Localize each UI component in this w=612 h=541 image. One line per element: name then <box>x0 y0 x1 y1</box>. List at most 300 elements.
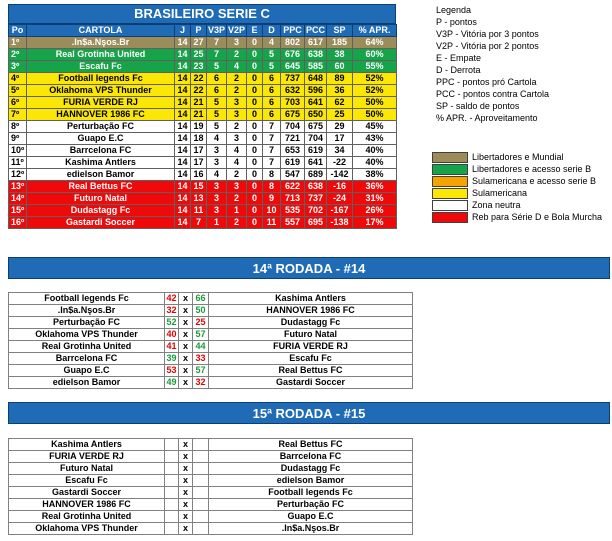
standings-cell-v2p: 4 <box>227 61 247 73</box>
standings-cell-d: 6 <box>263 97 281 109</box>
standings-cell-pos: 13º <box>9 181 27 193</box>
standings-cell-j: 14 <box>175 37 191 49</box>
standings-cell-ppc: 675 <box>281 109 305 121</box>
match-row <box>9 329 413 341</box>
home-score: 39 <box>166 353 177 363</box>
standings-cell-pcc: 737 <box>305 193 327 205</box>
legend-swatch <box>432 212 468 223</box>
home-score <box>165 499 179 511</box>
standings-header-0: Po <box>9 25 27 37</box>
standings-cell-pos: 15º <box>9 205 27 217</box>
standings-cell-ppc: 653 <box>281 145 305 157</box>
standings-cell-e: 0 <box>247 97 263 109</box>
home-team: Real Grotinha United <box>9 341 165 353</box>
standings-cell-pcc: 704 <box>305 133 327 145</box>
home-team: Real Grotinha United <box>9 511 165 523</box>
standings-cell-apr: 40% <box>353 157 397 169</box>
standings-cell-j: 14 <box>175 133 191 145</box>
standings-cell-pos: 6º <box>9 97 27 109</box>
versus-separator: x <box>179 511 193 523</box>
standings-cell-p: 16 <box>191 169 207 181</box>
standings-header-7: D <box>263 25 281 37</box>
standings-cell-team: Kashima Antlers <box>27 157 175 169</box>
legend-colors <box>432 151 610 223</box>
standings-cell-e: 0 <box>247 181 263 193</box>
standings-cell-apr: 64% <box>353 37 397 49</box>
standings-cell-apr: 40% <box>353 145 397 157</box>
standings-cell-v3p: 1 <box>207 217 227 229</box>
standings-cell-d: 5 <box>263 49 281 61</box>
standings-cell-v2p: 3 <box>227 37 247 49</box>
standings-cell-pcc: 648 <box>305 73 327 85</box>
standings-cell-v2p: 3 <box>227 181 247 193</box>
standings-header-6: E <box>247 25 263 37</box>
standings-cell-j: 14 <box>175 193 191 205</box>
standings-cell-pos: 7º <box>9 109 27 121</box>
standings-cell-j: 14 <box>175 169 191 181</box>
standings-row <box>9 85 397 97</box>
standings-cell-v2p: 2 <box>227 73 247 85</box>
standings-cell-apr: 50% <box>353 97 397 109</box>
legend-line: % APR. - Aproveitamento <box>436 113 538 123</box>
standings-cell-pos: 14º <box>9 193 27 205</box>
standings-cell-team: Escafu Fc <box>27 61 175 73</box>
standings-cell-j: 14 <box>175 109 191 121</box>
round-15-title: 15ª RODADA - #15 <box>8 402 610 424</box>
standings-cell-v3p: 5 <box>207 97 227 109</box>
standings-cell-e: 0 <box>247 193 263 205</box>
standings-cell-team: Real Grotinha United <box>27 49 175 61</box>
standings-cell-e: 0 <box>247 169 263 181</box>
legend-color-row <box>432 199 610 211</box>
standings-cell-apr: 55% <box>353 61 397 73</box>
away-score: 50 <box>193 305 209 317</box>
standings-cell-p: 15 <box>191 181 207 193</box>
standings-cell-e: 0 <box>247 205 263 217</box>
home-team: Guapo E.C <box>9 365 165 377</box>
away-team: edielson Bamor <box>209 475 413 487</box>
standings-cell-v2p: 2 <box>227 169 247 181</box>
home-score <box>165 511 179 523</box>
standings-cell-p: 17 <box>191 145 207 157</box>
standings-cell-pcc: 641 <box>305 157 327 169</box>
legend-swatch <box>432 176 468 187</box>
standings-cell-d: 5 <box>263 61 281 73</box>
standings-cell-sp: 17 <box>327 133 353 145</box>
standings-cell-team: Oklahoma VPS Thunder <box>27 85 175 97</box>
versus-separator: x <box>179 499 193 511</box>
away-score <box>193 451 209 463</box>
standings-cell-apr: 38% <box>353 169 397 181</box>
match-row <box>9 463 413 475</box>
standings-panel <box>8 4 396 229</box>
standings-cell-j: 14 <box>175 85 191 97</box>
standings-cell-d: 7 <box>263 133 281 145</box>
standings-cell-v3p: 3 <box>207 205 227 217</box>
away-score <box>193 475 209 487</box>
match-row <box>9 317 413 329</box>
standings-cell-pcc: 641 <box>305 97 327 109</box>
versus-separator: x <box>179 377 193 389</box>
home-team: .In$a.Nşos.Br <box>9 305 165 317</box>
standings-cell-v2p: 4 <box>227 145 247 157</box>
standings-row <box>9 61 397 73</box>
legend-swatch <box>432 188 468 199</box>
standings-cell-p: 23 <box>191 61 207 73</box>
standings-cell-pos: 3º <box>9 61 27 73</box>
standings-cell-apr: 26% <box>353 205 397 217</box>
standings-cell-j: 14 <box>175 181 191 193</box>
standings-header-5: V2P <box>227 25 245 35</box>
away-score: 32 <box>193 377 209 389</box>
versus-separator: x <box>179 475 193 487</box>
standings-cell-j: 14 <box>175 205 191 217</box>
standings-cell-pos: 8º <box>9 121 27 133</box>
standings-cell-v3p: 7 <box>207 49 227 61</box>
standings-cell-d: 4 <box>263 37 281 49</box>
away-score <box>193 511 209 523</box>
standings-cell-j: 14 <box>175 145 191 157</box>
standings-cell-v3p: 3 <box>207 145 227 157</box>
away-score: 66 <box>193 293 209 305</box>
standings-cell-p: 13 <box>191 193 207 205</box>
standings-cell-apr: 50% <box>353 109 397 121</box>
home-score <box>165 451 179 463</box>
standings-row <box>9 169 397 181</box>
legend-line: Legenda <box>436 5 472 15</box>
standings-cell-d: 7 <box>263 121 281 133</box>
standings-cell-ppc: 737 <box>281 73 305 85</box>
match-row <box>9 377 413 389</box>
standings-cell-v3p: 5 <box>207 109 227 121</box>
standings-cell-p: 22 <box>191 73 207 85</box>
home-team: Gastardi Soccer <box>9 487 165 499</box>
legend-color-label: Reb para Série D e Bola Murcha <box>472 212 603 222</box>
round-14-table <box>8 292 413 389</box>
versus-separator: x <box>179 293 193 305</box>
standings-header-1: CARTOLA <box>27 25 175 37</box>
legend-line: SP - saldo de pontos <box>436 101 520 111</box>
versus-separator: x <box>179 463 193 475</box>
legend-color-row <box>432 175 610 187</box>
standings-cell-pos: 9º <box>9 133 27 145</box>
standings-cell-team: Dudastagg Fc <box>27 205 175 217</box>
standings-cell-p: 27 <box>191 37 207 49</box>
standings-cell-d: 6 <box>263 85 281 97</box>
standings-cell-pos: 12º <box>9 169 27 181</box>
away-team: Futuro Natal <box>209 329 413 341</box>
legend-line: P - pontos <box>436 17 477 27</box>
versus-separator: x <box>179 439 193 451</box>
standings-cell-p: 7 <box>191 217 207 229</box>
standings-cell-d: 9 <box>263 193 281 205</box>
away-team: Escafu Fc <box>209 353 413 365</box>
standings-cell-e: 0 <box>247 49 263 61</box>
standings-cell-sp: 36 <box>327 85 353 97</box>
match-row <box>9 353 413 365</box>
away-score: 44 <box>193 341 209 353</box>
away-score: 25 <box>193 317 209 329</box>
standings-cell-v3p: 3 <box>207 157 227 169</box>
standings-row <box>9 145 397 157</box>
standings-cell-ppc: 535 <box>281 205 305 217</box>
standings-header-8: PPC <box>281 25 305 37</box>
standings-cell-v3p: 4 <box>207 133 227 145</box>
standings-cell-sp: 89 <box>327 73 353 85</box>
standings-cell-ppc: 703 <box>281 97 305 109</box>
legend-line: V2P - Vitória por 2 pontos <box>436 41 539 51</box>
home-score <box>165 463 179 475</box>
standings-row <box>9 73 397 85</box>
standings-cell-apr: 43% <box>353 133 397 145</box>
standings-cell-sp: 62 <box>327 97 353 109</box>
standings-cell-v2p: 4 <box>227 157 247 169</box>
legend-swatch <box>432 164 468 175</box>
standings-cell-ppc: 802 <box>281 37 305 49</box>
standings-cell-v3p: 3 <box>207 181 227 193</box>
standings-cell-j: 14 <box>175 217 191 229</box>
standings-cell-v3p: 3 <box>207 193 227 205</box>
legend-color-row <box>432 163 610 175</box>
match-row <box>9 487 413 499</box>
standings-cell-e: 0 <box>247 85 263 97</box>
standings-cell-d: 7 <box>263 157 281 169</box>
versus-separator: x <box>179 353 193 365</box>
home-team: Oklahoma VPS Thunder <box>9 329 165 341</box>
standings-cell-apr: 45% <box>353 121 397 133</box>
standings-cell-j: 14 <box>175 73 191 85</box>
standings-header-2: J <box>175 25 191 37</box>
legend-color-label: Zona neutra <box>472 200 521 210</box>
legend-color-label: Sulamericana e acesso serie B <box>472 176 597 186</box>
away-team: Perturbação FC <box>209 499 413 511</box>
standings-title: BRASILEIRO SERIE C <box>8 4 396 24</box>
standings-row <box>9 133 397 145</box>
standings-cell-sp: -24 <box>327 193 353 205</box>
away-team: Guapo E.C <box>209 511 413 523</box>
standings-cell-pcc: 689 <box>305 169 327 181</box>
standings-cell-pos: 1º <box>9 37 27 49</box>
standings-cell-ppc: 704 <box>281 121 305 133</box>
standings-header-3: P <box>191 25 207 37</box>
standings-cell-ppc: 676 <box>281 49 305 61</box>
round-15-table <box>8 438 413 535</box>
standings-cell-v2p: 2 <box>227 49 247 61</box>
versus-separator: x <box>179 329 193 341</box>
standings-cell-team: Gastardi Soccer <box>27 217 175 229</box>
standings-cell-d: 11 <box>263 217 281 229</box>
legend-color-row <box>432 151 610 163</box>
away-score <box>193 499 209 511</box>
away-team: FURIA VERDE RJ <box>209 341 413 353</box>
home-score <box>165 475 179 487</box>
versus-separator: x <box>179 317 193 329</box>
away-team: Real Bettus FC <box>209 365 413 377</box>
standings-cell-v3p: 6 <box>207 73 227 85</box>
legend-line: V3P - Vitória por 3 pontos <box>436 29 539 39</box>
standings-cell-pos: 11º <box>9 157 27 169</box>
standings-cell-v2p: 1 <box>227 205 247 217</box>
standings-cell-v3p: 7 <box>207 37 227 49</box>
away-score: 57 <box>193 365 209 377</box>
home-score: 32 <box>166 305 177 315</box>
standings-cell-p: 25 <box>191 49 207 61</box>
standings-cell-pcc: 596 <box>305 85 327 97</box>
legend-line: D - Derrota <box>436 65 481 75</box>
standings-cell-sp: -167 <box>327 205 353 217</box>
versus-separator: x <box>179 451 193 463</box>
standings-cell-apr: 31% <box>353 193 397 205</box>
standings-cell-sp: 60 <box>327 61 353 73</box>
standings-cell-pos: 10º <box>9 145 27 157</box>
standings-cell-sp: 29 <box>327 121 353 133</box>
legend-text <box>436 4 612 124</box>
standings-cell-d: 8 <box>263 181 281 193</box>
standings-cell-v3p: 6 <box>207 85 227 97</box>
match-row <box>9 451 413 463</box>
home-team: FURIA VERDE RJ <box>9 451 165 463</box>
standings-cell-team: HANNOVER 1986 FC <box>27 109 175 121</box>
standings-cell-ppc: 557 <box>281 217 305 229</box>
home-team: edielson Bamor <box>9 377 165 389</box>
standings-header-10: SP <box>327 25 353 37</box>
home-score <box>165 523 179 535</box>
standings-row <box>9 109 397 121</box>
away-score <box>193 487 209 499</box>
standings-cell-d: 8 <box>263 169 281 181</box>
match-row <box>9 523 413 535</box>
standings-cell-apr: 17% <box>353 217 397 229</box>
away-team: Barrcelona FC <box>209 451 413 463</box>
legend-color-label: Libertadores e Mundial <box>472 152 564 162</box>
standings-cell-apr: 52% <box>353 85 397 97</box>
standings-table <box>8 24 397 229</box>
standings-cell-ppc: 622 <box>281 181 305 193</box>
standings-cell-team: Barrcelona FC <box>27 145 175 157</box>
standings-cell-sp: -138 <box>327 217 353 229</box>
standings-cell-p: 21 <box>191 109 207 121</box>
home-score: 40 <box>166 329 177 339</box>
away-score <box>193 523 209 535</box>
away-team: Real Bettus FC <box>209 439 413 451</box>
standings-row <box>9 121 397 133</box>
standings-cell-ppc: 632 <box>281 85 305 97</box>
legend-line: PCC - pontos contra Cartola <box>436 89 550 99</box>
standings-cell-e: 0 <box>247 121 263 133</box>
standings-cell-pos: 5º <box>9 85 27 97</box>
home-team: Perturbação FC <box>9 317 165 329</box>
standings-row <box>9 157 397 169</box>
standings-cell-p: 11 <box>191 205 207 217</box>
standings-cell-e: 0 <box>247 133 263 145</box>
standings-cell-d: 6 <box>263 73 281 85</box>
standings-cell-e: 0 <box>247 37 263 49</box>
standings-cell-e: 0 <box>247 157 263 169</box>
standings-cell-j: 14 <box>175 97 191 109</box>
standings-row <box>9 97 397 109</box>
standings-cell-team: Real Bettus FC <box>27 181 175 193</box>
standings-cell-sp: 34 <box>327 145 353 157</box>
standings-cell-v2p: 2 <box>227 85 247 97</box>
standings-cell-team: FURIA VERDE RJ <box>27 97 175 109</box>
home-team: Kashima Antlers <box>9 439 165 451</box>
standings-cell-v2p: 2 <box>227 217 247 229</box>
versus-separator: x <box>179 365 193 377</box>
standings-cell-pcc: 638 <box>305 181 327 193</box>
standings-cell-sp: 185 <box>327 37 353 49</box>
standings-cell-v3p: 5 <box>207 121 227 133</box>
away-team: Kashima Antlers <box>209 293 413 305</box>
standings-cell-pcc: 675 <box>305 121 327 133</box>
standings-header-11: % APR. <box>353 25 397 37</box>
legend-swatch <box>432 152 468 163</box>
standings-cell-ppc: 721 <box>281 133 305 145</box>
standings-cell-v3p: 4 <box>207 169 227 181</box>
standings-cell-v2p: 3 <box>227 109 247 121</box>
standings-cell-j: 14 <box>175 121 191 133</box>
home-team: Barrcelona FC <box>9 353 165 365</box>
versus-separator: x <box>179 305 193 317</box>
standings-cell-team: Futuro Natal <box>27 193 175 205</box>
standings-cell-p: 19 <box>191 121 207 133</box>
standings-cell-apr: 36% <box>353 181 397 193</box>
home-team: Escafu Fc <box>9 475 165 487</box>
standings-cell-ppc: 619 <box>281 157 305 169</box>
versus-separator: x <box>179 523 193 535</box>
standings-cell-team: Guapo E.C <box>27 133 175 145</box>
away-team: HANNOVER 1986 FC <box>209 305 413 317</box>
standings-row <box>9 37 397 49</box>
standings-cell-pos: 4º <box>9 73 27 85</box>
standings-cell-sp: 25 <box>327 109 353 121</box>
legend-color-row <box>432 211 610 223</box>
away-team: .In$a.Nşos.Br <box>209 523 413 535</box>
standings-cell-p: 21 <box>191 97 207 109</box>
standings-cell-pcc: 619 <box>305 145 327 157</box>
match-row <box>9 365 413 377</box>
standings-cell-p: 18 <box>191 133 207 145</box>
standings-cell-v2p: 3 <box>227 133 247 145</box>
match-row <box>9 475 413 487</box>
standings-header-row <box>9 25 397 37</box>
round-14-title: 14ª RODADA - #14 <box>8 257 610 279</box>
standings-cell-v2p: 2 <box>227 121 247 133</box>
away-score: 33 <box>193 353 209 365</box>
standings-cell-pcc: 650 <box>305 109 327 121</box>
match-row <box>9 499 413 511</box>
standings-cell-team: edielson Bamor <box>27 169 175 181</box>
away-team: Football legends Fc <box>209 487 413 499</box>
home-score: 49 <box>166 377 177 387</box>
standings-cell-team: .In$a.Nşos.Br <box>27 37 175 49</box>
home-score <box>165 439 179 451</box>
standings-cell-d: 6 <box>263 109 281 121</box>
match-row <box>9 439 413 451</box>
standings-cell-j: 14 <box>175 61 191 73</box>
standings-cell-pos: 2º <box>9 49 27 61</box>
standings-cell-v2p: 2 <box>227 193 247 205</box>
away-score <box>193 463 209 475</box>
legend-color-label: Sulamericana <box>472 188 528 198</box>
match-row <box>9 305 413 317</box>
away-score: 57 <box>193 329 209 341</box>
standings-cell-ppc: 645 <box>281 61 305 73</box>
standings-cell-apr: 52% <box>353 73 397 85</box>
standings-header-4: V3P <box>207 25 225 35</box>
standings-row <box>9 193 397 205</box>
standings-cell-pcc: 702 <box>305 205 327 217</box>
standings-header-9: PCC <box>305 25 325 35</box>
